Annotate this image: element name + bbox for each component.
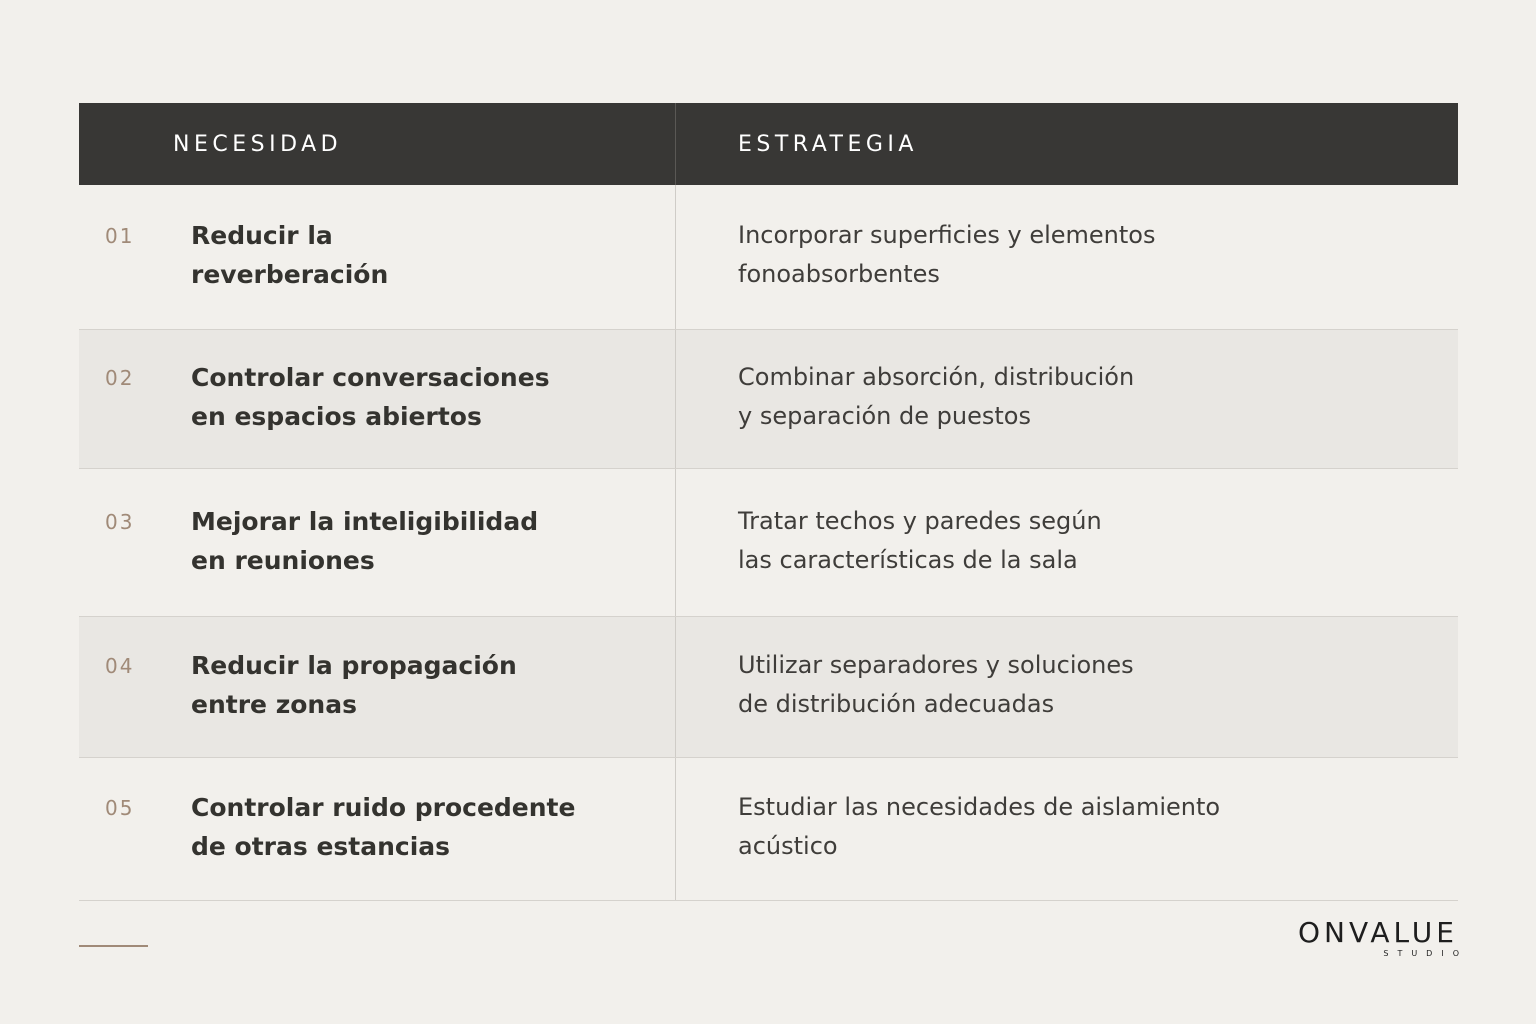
table-row xyxy=(79,185,1458,330)
table-row xyxy=(79,617,1458,758)
strategy-text: Incorporar superficies y elementos fonoabsorbentes xyxy=(738,221,1156,288)
need-cell xyxy=(79,617,676,757)
strategy-cell xyxy=(676,617,1458,757)
strategy-text: Combinar absorción, distribución y separación de puestos xyxy=(738,363,1135,430)
table-row xyxy=(79,469,1458,617)
need-cell xyxy=(79,330,676,468)
need-text: Controlar conversaciones en espacios abiertos xyxy=(191,363,550,431)
strategy-cell xyxy=(676,330,1458,468)
need-text: Mejorar la inteligibilidad en reuniones xyxy=(191,506,539,575)
strategy-cell xyxy=(676,185,1458,329)
row-number: 04 xyxy=(105,654,135,678)
brand-logo xyxy=(1298,916,1468,958)
column-header-strategy: ESTRATEGIA xyxy=(738,131,918,157)
row-number: 02 xyxy=(105,366,135,390)
strategy-text: Utilizar separadores y soluciones de distribución adecuadas xyxy=(738,651,1134,718)
strategy-cell xyxy=(676,758,1458,900)
row-number: 05 xyxy=(105,796,135,820)
table-body xyxy=(79,185,1458,901)
need-cell xyxy=(79,469,676,616)
table-row xyxy=(79,330,1458,469)
strategy-text: Tratar techos y paredes según las características de la sala xyxy=(738,506,1102,574)
need-text: Reducir la reverberación xyxy=(191,221,389,289)
strategy-cell xyxy=(676,469,1458,616)
row-number: 01 xyxy=(105,224,135,248)
table-row xyxy=(79,758,1458,901)
logo-wordmark: ONVALUE xyxy=(1298,916,1458,949)
needs-strategy-table xyxy=(79,103,1458,901)
need-text: Controlar ruido procedente de otras estancias xyxy=(191,793,576,861)
need-text: Reducir la propagación entre zonas xyxy=(191,651,517,719)
table-header xyxy=(79,103,1458,185)
accent-divider xyxy=(79,945,148,947)
need-cell xyxy=(79,185,676,329)
column-header-need: NECESIDAD xyxy=(79,103,676,185)
row-number: 03 xyxy=(105,509,135,534)
logo-subtitle: STUDIO xyxy=(1383,949,1468,958)
need-cell xyxy=(79,758,676,900)
strategy-text: Estudiar las necesidades de aislamiento acústico xyxy=(738,793,1221,860)
